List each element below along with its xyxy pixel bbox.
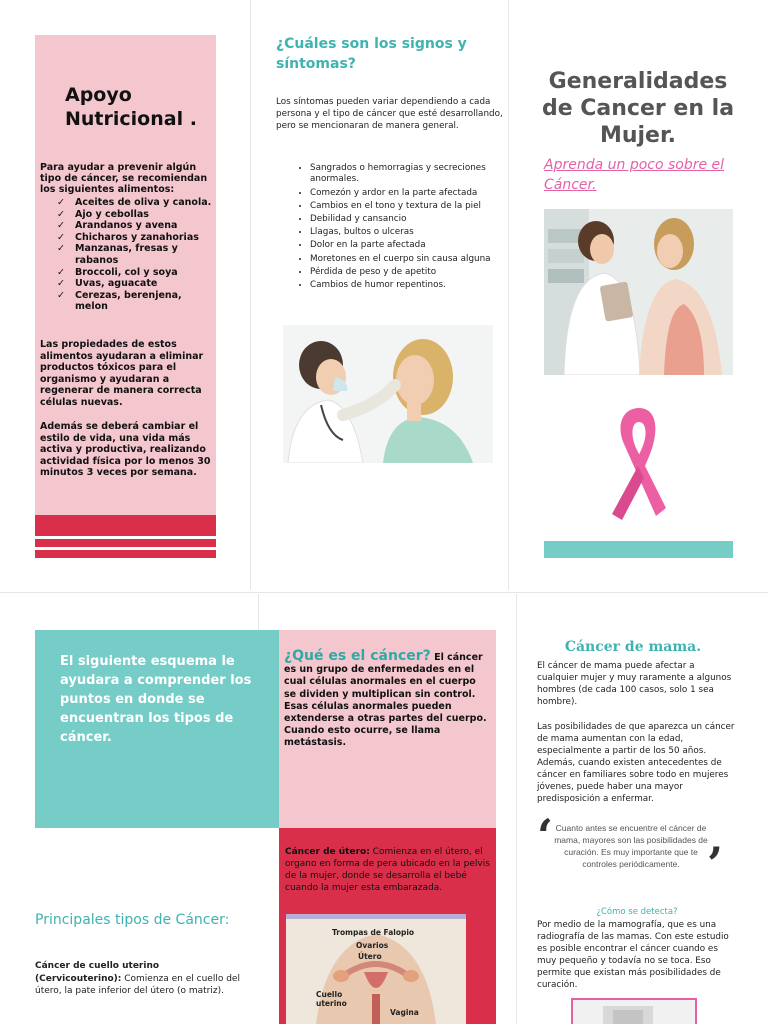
quote-block — [537, 809, 737, 891]
red-stripe — [35, 550, 216, 558]
symptoms-list — [292, 163, 530, 293]
checkmark-icon: ✓ — [57, 289, 65, 301]
what-is-cancer-answer: El cáncer es un grupo de enfermedades en el cual células anormales en el cuerpo se dividen y multiplican sin control. Esas células anormales pueden extenderse a otras partes del cuerpo. Cuando esto ocurre, se llama metástasis. — [284, 652, 487, 749]
diagram-label: Ovarios — [356, 941, 389, 950]
uterine-cancer-desc: Comienza en el útero, el organo en forma de pera ubicado en la pelvis de la mujer, donde se desarrolla el bebé cuando la mujer esta embarazada. — [285, 847, 490, 893]
types-text — [35, 960, 240, 998]
cervical-cancer-label: Cáncer de cuello uterino (Cervicouterino): — [35, 961, 160, 984]
red-stripe — [35, 515, 216, 536]
diagram-label: Trompas de Falopio — [332, 928, 415, 937]
page-divider — [0, 592, 768, 593]
what-is-cancer-box — [279, 630, 496, 828]
checkmark-icon: ✓ — [57, 220, 65, 232]
diagram-label: Útero — [358, 952, 382, 961]
symptoms-intro: Los síntomas pueden variar dependiendo a cada persona y el tipo de cáncer que esté desarrollando, pero se mencionaran de manera general. — [276, 97, 503, 132]
what-is-cancer-question: ¿Qué es el cáncer? — [284, 648, 431, 664]
uterine-cancer-text — [285, 846, 491, 894]
checkmark-icon: ✓ — [57, 243, 65, 255]
symptom-item: • Llagas, bultos o ulceras — [310, 227, 530, 238]
scheme-box — [35, 630, 279, 828]
symptom-item: • Moretones en el cuerpo sin causa alguna — [310, 254, 530, 265]
red-stripe — [35, 539, 216, 547]
breast-cancer-paragraph: Las posibilidades de que aparezca un cáncer de mama aumentan con la edad, especialmente a partir de los 50 años. Además, cuando existen antecedentes de cáncer en familiares sobre todo en mujeres jóvenes, puede haber una mayor predisposición a enfermar. — [537, 722, 735, 804]
doctor-patient-photo — [544, 209, 733, 375]
food-item: ✓ Aceites de oliva y canola. — [57, 197, 212, 208]
cover-subtitle: Aprenda un poco sobre el Cáncer. — [544, 157, 725, 193]
close-quote-icon: ’ — [707, 837, 724, 891]
scheme-text: El siguiente esquema le ayudara a comprender los puntos en donde se encuentran los tipos de cáncer. — [60, 654, 252, 745]
cover-title: Generalidades de Cancer en la Mujer. — [541, 69, 735, 148]
checkmark-icon: ✓ — [57, 197, 65, 208]
symptom-item: • Cambios en el tono y textura de la piel — [310, 201, 530, 212]
breast-cancer-title: Cáncer de mama. — [564, 639, 702, 655]
open-quote-icon: ‘ — [537, 809, 554, 863]
food-item: ✓ Broccoli, col y soya — [57, 266, 178, 278]
nutrition-intro: Para ayudar a prevenir algún tipo de cáncer, se recomiendan los siguientes alimentos: — [40, 162, 208, 195]
symptoms-title: ¿Cuáles son los signos y síntomas? — [276, 36, 467, 72]
breast-cancer-paragraph: El cáncer de mama puede afectar a cualquier mujer y muy raramente a algunos hombres (de cada 100 casos, solo 1 sea hombre). — [537, 661, 732, 707]
teal-stripe — [544, 541, 733, 558]
food-item: ✓ Uvas, aguacate — [57, 278, 158, 290]
symptom-item: • Cambios de humor repentinos. — [310, 280, 530, 291]
pink-ribbon-icon — [594, 396, 684, 526]
nutrition-paragraph: Además se deberá cambiar el estilo de vida, una vida más activa y productiva, realizando actividad física por lo menos 30 minutos 3 veces por semana. — [40, 421, 211, 479]
nutrition-panel — [35, 35, 216, 515]
food-item: ✓ Chicharos y zanahorias — [57, 231, 199, 243]
types-title: Principales tipos de Cáncer: — [35, 912, 230, 928]
food-item: ✓ Ajo y cebollas — [57, 208, 149, 220]
food-item: ✓ Arandanos y avena — [57, 220, 178, 232]
quote-text: Cuanto antes se encuentre el cáncer de mama, mayores son las posibilidades de curación. Es muy importante que te controles periódicamente. — [554, 823, 708, 869]
checkmark-icon: ✓ — [57, 266, 65, 278]
checkmark-icon: ✓ — [57, 278, 65, 290]
symptom-item: • Dolor en la parte afectada — [310, 240, 530, 251]
detection-question: ¿Cómo se detecta? — [596, 907, 678, 917]
cervical-cancer-desc: Comienza en el cuello del útero, la pate inferior del útero (o matriz). — [35, 973, 240, 997]
symptom-item: • Debilidad y cansancio — [310, 214, 530, 225]
doctor-exam-photo — [283, 325, 493, 463]
food-list — [57, 197, 212, 313]
food-item: ✓ Manzanas, fresas y rabanos — [57, 243, 178, 266]
uterine-cancer-label: Cáncer de útero: — [285, 847, 370, 857]
food-item: ✓ Cerezas, berenjena, melon — [57, 289, 182, 313]
panel-divider — [508, 0, 509, 590]
symptom-item: • Comezón y ardor en la parte afectada — [310, 188, 530, 199]
detection-text: Por medio de la mamografía, que es una radiografía de las mamas. Con este estudio es posible encontrar el cáncer cuando es muy pequeño y todavía no se toca. Eso permite que existan más posibilidades de curación. — [537, 920, 729, 990]
panel-divider — [516, 594, 517, 1024]
nutrition-paragraph: Las propiedades de estos alimentos ayudaran a eliminar productos tóxicos para el organismo y ayudaran a regenerar de manera correcta células nuevas. — [40, 339, 204, 408]
nutrition-title: Apoyo Nutricional . — [65, 84, 197, 130]
checkmark-icon: ✓ — [57, 231, 65, 243]
mammography-photo — [571, 998, 697, 1024]
what-is-cancer-text — [284, 650, 490, 750]
diagram-label: Cuello uterino — [316, 990, 347, 1008]
symptom-item: • Pérdida de peso y de apetito — [310, 267, 530, 278]
uterus-diagram — [286, 914, 466, 1024]
uterine-cancer-box — [279, 828, 496, 1024]
panel-divider — [250, 0, 251, 590]
panel-divider — [258, 594, 259, 630]
diagram-label: Vagina — [390, 1008, 419, 1017]
symptom-item: • Sangrados o hemorragias y secreciones anormales. — [310, 163, 530, 186]
checkmark-icon: ✓ — [57, 208, 65, 220]
